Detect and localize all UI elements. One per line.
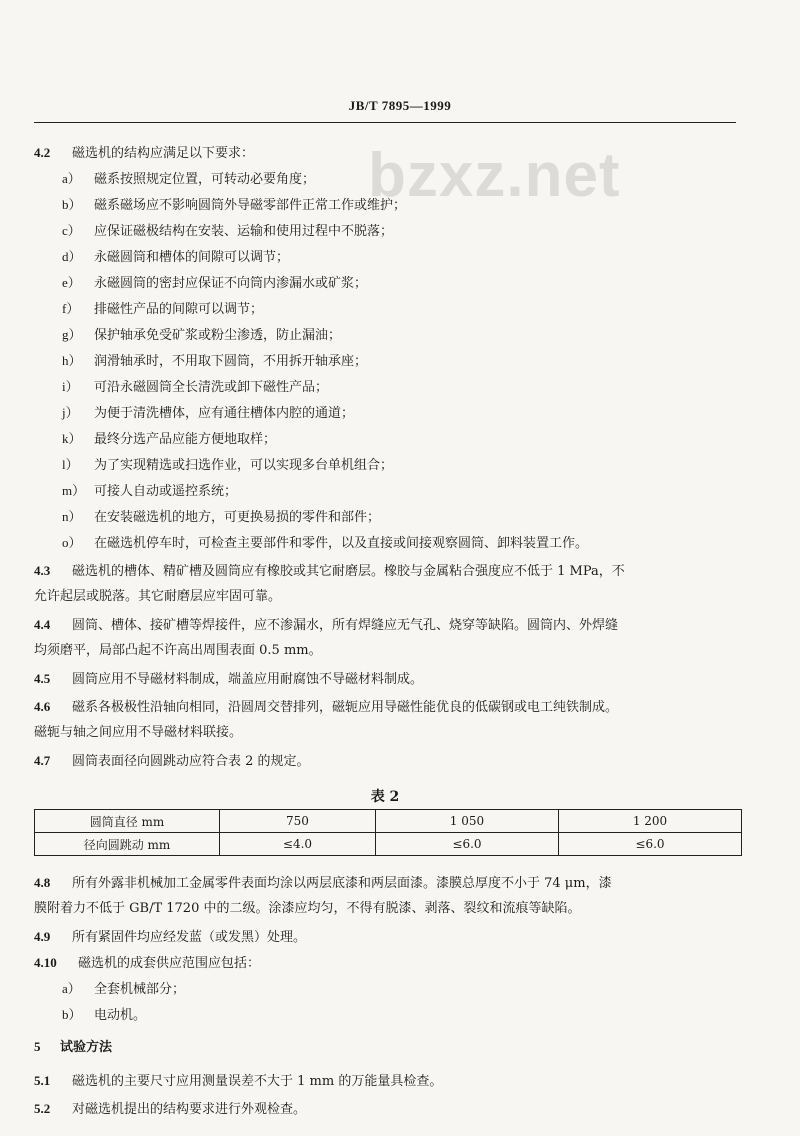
table-cell: ≤6.0	[558, 833, 741, 856]
item-text: 可沿永磁圆筒全长清洗或卸下磁性产品；	[94, 380, 329, 395]
item-label: i）	[62, 379, 79, 394]
item-text: 永磁圆筒和槽体的间隙可以调节；	[94, 250, 290, 265]
item-text: 全套机械部分；	[94, 982, 186, 997]
clause-number: 4.5	[34, 671, 51, 686]
list-item	[62, 982, 185, 996]
clause-continuation: 磁轭与轴之间应用不导磁材料联接。	[34, 725, 243, 740]
item-label: m）	[62, 483, 86, 498]
item-text: 可接人自动或遥控系统；	[94, 484, 238, 499]
table-row	[35, 833, 742, 856]
item-text: 在磁选机停车时，可检查主要部件和零件，以及直接或间接观察圆筒、卸料装置工作。	[94, 536, 589, 551]
item-text: 排磁性产品的间隙可以调节；	[94, 302, 264, 317]
table-cell: 1 200	[558, 810, 741, 833]
list-item	[62, 432, 276, 446]
table-title: 表 2	[370, 789, 400, 805]
item-text: 磁系磁场应不影响圆筒外导磁零部件正常工作或维护；	[94, 198, 407, 213]
item-text: 应保证磁极结构在安装、运输和使用过程中不脱落；	[94, 224, 394, 239]
item-label: n）	[62, 509, 82, 524]
list-item	[62, 276, 367, 290]
section-number: 5	[34, 1039, 41, 1054]
header-rule	[34, 122, 736, 123]
list-item	[62, 380, 328, 394]
clause-line	[34, 930, 306, 944]
item-label: a）	[62, 981, 81, 996]
item-label: j）	[62, 405, 79, 420]
runout-table	[34, 809, 742, 856]
section-heading	[34, 1040, 112, 1054]
clause-text: 圆筒、槽体、接矿槽等焊接件，应不渗漏水，所有焊缝应无气孔、烧穿等缺陷。圆筒内、外焊缝	[72, 618, 619, 633]
clause-line	[34, 956, 260, 970]
item-label: h）	[62, 353, 82, 368]
clause-text: 圆筒应用不导磁材料制成，端盖应用耐腐蚀不导磁材料制成。	[72, 672, 424, 687]
list-item	[62, 510, 380, 524]
item-text: 润滑轴承时，不用取下圆筒，不用拆开轴承座；	[94, 354, 368, 369]
table-row-label: 径向圆跳动 mm	[35, 833, 220, 856]
item-text: 磁系按照规定位置，可转动必要角度；	[94, 172, 316, 187]
clause-line	[34, 618, 618, 632]
clause-number: 4.6	[34, 699, 51, 714]
clause-line	[34, 876, 612, 890]
table-row-label: 圆筒直径 mm	[35, 810, 220, 833]
table-cell: ≤6.0	[375, 833, 558, 856]
clause-number: 4.10	[34, 955, 57, 970]
item-text: 在安装磁选机的地方，可更换易损的零件和部件；	[94, 510, 381, 525]
clause-line	[34, 754, 310, 768]
item-label: b）	[62, 1007, 82, 1022]
item-text: 为便于清洗槽体，应有通往槽体内腔的通道；	[94, 406, 355, 421]
item-label: d）	[62, 249, 82, 264]
clause-line	[34, 1102, 306, 1116]
item-text: 为了实现精选或扫选作业，可以实现多台单机组合；	[94, 458, 394, 473]
list-item	[62, 484, 237, 498]
list-item	[62, 406, 354, 420]
table-cell: ≤4.0	[220, 833, 376, 856]
clause-number: 5.2	[34, 1101, 51, 1116]
clause-continuation: 均须磨平，局部凸起不许高出周围表面 0.5 mm。	[34, 643, 322, 658]
item-text: 永磁圆筒的密封应保证不向筒内渗漏水或矿浆；	[94, 276, 368, 291]
clause-text: 磁系各极极性沿轴向相同，沿圆周交替排列，磁轭应用导磁性能优良的低碳钢或电工纯铁制成。	[72, 700, 619, 715]
item-label: f）	[62, 301, 80, 316]
clause-text: 所有紧固件均应经发蓝（或发黑）处理。	[72, 930, 307, 945]
item-text: 电动机。	[94, 1008, 147, 1023]
clause-number: 4.8	[34, 875, 51, 890]
item-label: e）	[62, 275, 81, 290]
item-label: g）	[62, 327, 82, 342]
list-item	[62, 250, 289, 264]
item-label: a）	[62, 171, 81, 186]
list-item	[62, 198, 406, 212]
table-row	[35, 810, 742, 833]
clause-continuation: 允许起层或脱落。其它耐磨层应牢固可靠。	[34, 589, 282, 604]
list-item	[62, 458, 393, 472]
clause-number: 4.2	[34, 145, 51, 160]
list-item	[62, 536, 588, 550]
clause-text: 磁选机的结构应满足以下要求：	[72, 146, 255, 161]
watermark: bzxz.net	[368, 141, 621, 210]
list-item	[62, 302, 263, 316]
clause-line	[34, 146, 254, 160]
list-item	[62, 1008, 146, 1022]
clause-text: 所有外露非机械加工金属零件表面均涂以两层底漆和两层面漆。漆膜总厚度不小于 74 μm，漆	[72, 876, 612, 891]
table-cell: 1 050	[375, 810, 558, 833]
clause-text: 磁选机的槽体、精矿槽及圆筒应有橡胶或其它耐磨层。橡胶与金属粘合强度应不低于 1 MPa，不	[72, 564, 625, 579]
clause-number: 5.1	[34, 1073, 51, 1088]
item-label: k）	[62, 431, 82, 446]
clause-line	[34, 1074, 442, 1088]
standard-code-header: JB/T 7895—1999	[348, 98, 452, 113]
table-cell: 750	[220, 810, 376, 833]
item-label: l）	[62, 457, 79, 472]
clause-line	[34, 564, 625, 578]
list-item	[62, 172, 315, 186]
clause-text: 圆筒表面径向圆跳动应符合表 2 的规定。	[72, 754, 310, 769]
clause-text: 磁选机的成套供应范围应包括：	[78, 956, 261, 971]
clause-line	[34, 700, 618, 714]
clause-number: 4.7	[34, 753, 51, 768]
item-label: b）	[62, 197, 82, 212]
item-label: c）	[62, 223, 81, 238]
item-label: o）	[62, 535, 82, 550]
item-text: 保护轴承免受矿浆或粉尘渗透，防止漏油；	[94, 328, 342, 343]
section-title: 试验方法	[60, 1040, 113, 1055]
clause-continuation: 膜附着力不低于 GB/T 1720 中的二级。涂漆应均匀，不得有脱漆、剥落、裂纹和流痕等缺陷。	[34, 901, 581, 916]
list-item	[62, 224, 393, 238]
item-text: 最终分选产品应能方便地取样；	[94, 432, 277, 447]
clause-number: 4.4	[34, 617, 51, 632]
clause-text: 对磁选机提出的结构要求进行外观检查。	[72, 1102, 307, 1117]
list-item	[62, 328, 341, 342]
clause-number: 4.3	[34, 563, 51, 578]
clause-number: 4.9	[34, 929, 51, 944]
clause-line	[34, 672, 423, 686]
clause-text: 磁选机的主要尺寸应用测量误差不大于 1 mm 的万能量具检查。	[72, 1074, 443, 1089]
list-item	[62, 354, 367, 368]
